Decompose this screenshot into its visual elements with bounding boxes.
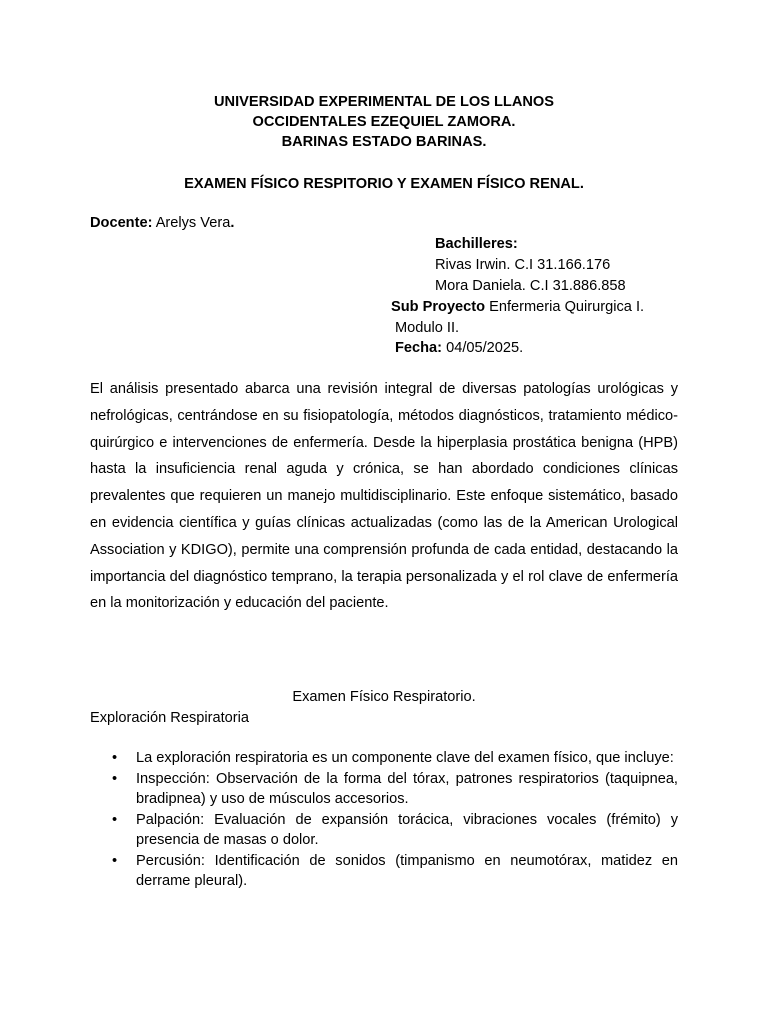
docente-name: Arelys Vera [155, 215, 231, 231]
list-item [90, 810, 678, 850]
docente-label: Docente: [90, 215, 153, 231]
sub-proyecto-value: Enfermeria Quirurgica I. [489, 299, 645, 315]
bachilleres-label: Bachilleres: [435, 236, 518, 252]
student-1: Rivas Irwin. C.I 31.166.176 [435, 257, 611, 273]
fecha-value: 04/05/2025. [446, 340, 524, 356]
bullet-symbol: • [112, 853, 118, 869]
sub-proyecto-label: Sub Proyecto [391, 299, 486, 315]
sub-proyecto-line [391, 297, 644, 317]
list-item-text: Inspección: Observación de la forma del tórax, patrones respiratorios (taquipnea, bradipnea) y uso de músculos accesorios. [136, 771, 678, 807]
bullet-list [90, 748, 678, 891]
university-location-line: BARINAS ESTADO BARINAS. [281, 134, 487, 150]
docente-line [90, 213, 234, 233]
docente-period: . [230, 215, 235, 231]
intro-paragraph: El análisis presentado abarca una revisión integral de diversas patologías urológicas y nefrológicas, centrándose en su fisiopatología, métodos diagnósticos, tratamiento médico-quirúrgico e intervenciones de enfermería. Desde la hiperplasia prostática benigna (HPB) hasta la insuficiencia renal aguda y crónica, se han abordado condiciones clínicas prevalentes que requieren un manejo multidisciplinario. Este enfoque sistemático, basado en evidencia científica y guías clínicas actualizadas (como las de la American Urological Association y KDIGO), permite una comprensión profunda de cada entidad, destacando la importancia del diagnóstico temprano, la terapia personalizada y el rol clave de enfermería en la monitorización y educación del paciente. [90, 381, 678, 612]
fecha-label: Fecha: [395, 340, 443, 356]
list-item [90, 769, 678, 809]
subsection-title: Exploración Respiratoria [90, 710, 249, 726]
modulo-line: Modulo II. [395, 320, 460, 336]
list-item [90, 851, 678, 891]
list-item [90, 748, 678, 768]
list-item-text: Percusión: Identificación de sonidos (timpanismo en neumotórax, matidez en derrame pleural). [136, 853, 678, 889]
list-item-text: Palpación: Evaluación de expansión torácica, vibraciones vocales (frémito) y presencia de masas o dolor. [136, 812, 678, 848]
fecha-line [395, 338, 523, 358]
section-title: Examen Físico Respiratorio. [292, 689, 476, 705]
bullet-symbol: • [112, 750, 118, 766]
university-name-line-2: OCCIDENTALES EZEQUIEL ZAMORA. [252, 114, 516, 130]
student-2: Mora Daniela. C.I 31.886.858 [435, 278, 626, 294]
document-title: EXAMEN FÍSICO RESPITORIO Y EXAMEN FÍSICO RENAL. [184, 176, 584, 192]
bullet-symbol: • [112, 812, 118, 828]
university-name-line-1: UNIVERSIDAD EXPERIMENTAL DE LOS LLANOS [213, 94, 554, 110]
bullet-symbol: • [112, 771, 118, 787]
list-item-text: La exploración respiratoria es un componente clave del examen físico, que incluye: [136, 750, 674, 766]
